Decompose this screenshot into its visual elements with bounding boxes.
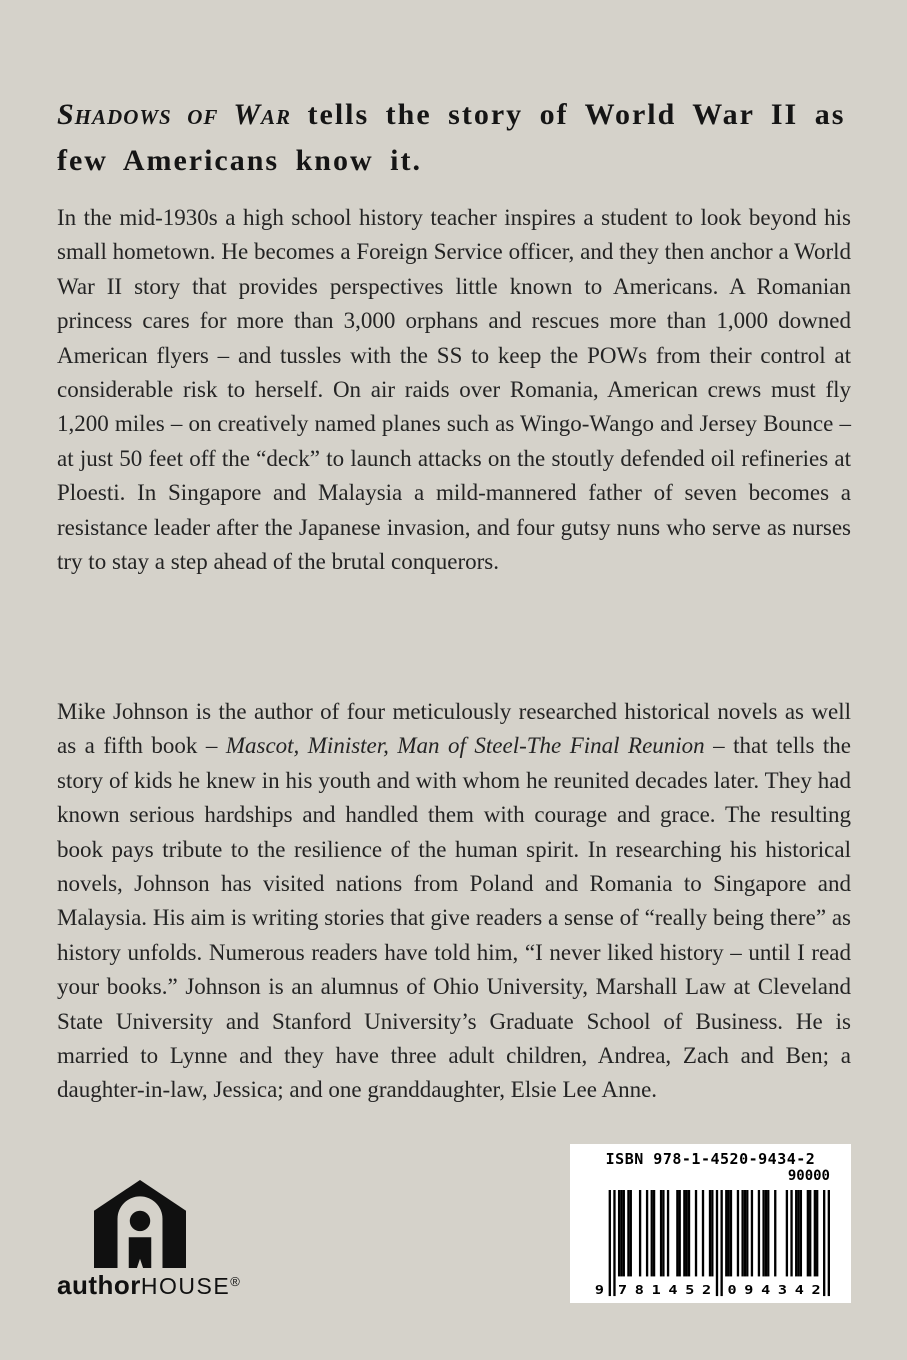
barcode-digits-left: 781452 <box>617 1283 712 1298</box>
headline-rest: tells the story of World War II as few Americans know it. <box>57 98 846 177</box>
author-bio-paragraph <box>57 695 851 1108</box>
headline-book-title: Shadows of War <box>57 98 292 131</box>
isbn-label: ISBN 978-1-4520-9434-2 <box>605 1150 816 1168</box>
barcode-digits-right: 094342 <box>727 1283 821 1298</box>
barcode-panel <box>570 1144 851 1303</box>
authorhouse-logo-icon <box>94 1180 186 1268</box>
price-code: 90000 <box>787 1168 830 1184</box>
headline <box>57 92 853 184</box>
barcode-digit-lead: 9 <box>594 1283 604 1298</box>
publisher-wordmark <box>57 1270 240 1301</box>
bio-book-title: Mascot, Minister, Man of Steel-The Final Reunion <box>225 733 705 759</box>
publisher-name-lower: author <box>57 1270 141 1300</box>
bio-text-before-title: Mike Johnson is the author of four meticulously researched historical novels as well as a fifth book – <box>57 699 851 759</box>
ean13-barcode <box>590 1190 830 1300</box>
synopsis-paragraph: In the mid-1930s a high school history teacher inspires a student to look beyond his small hometown. He becomes a Foreign Service officer, and they then anchor a World War II story that provides perspectives little known to Americans. A Romanian princess cares for more than 3,000 orphans and rescues more than 1,000 downed American flyers – and tussles with the SS to keep the POWs from their control at considerable risk to herself. On air raids over Romania, American crews must fly 1,200 miles – on creatively named planes such as Wingo-Wango and Jersey Bounce – at just 50 feet off the “deck” to launch attacks on the stoutly defended oil refineries at Ploesti. In Singapore and Malaysia a mild-mannered father of seven becomes a resistance leader after the Japanese invasion, and four gutsy nuns who serve as nurses try to stay a step ahead of the brutal conquerors. <box>57 205 851 575</box>
publisher-name-upper: HOUSE <box>140 1273 231 1299</box>
registered-trademark-icon: ® <box>230 1274 240 1289</box>
bio-text-after-title: – that tells the story of kids he knew in his youth and with whom he reunited decades later. They had known serious hardships and handled them with courage and grace. The resulting book pays tribute to the resilience of the human spirit. In researching his historical novels, Johnson has visited nations from Poland and Romania to Singapore and Malaysia. His aim is writing stories that give readers a sense of “really being there” as history unfolds. Numerous readers have told him, “I never liked history – until I read your books.” Johnson is an alumnus of Ohio University, Marshall Law at Cleveland State University and Stanford University’s Graduate School of Business. He is married to Lynne and they have three adult children, Andrea, Zach and Ben; a daughter-in-law, Jessica; and one granddaughter, Elsie Lee Anne. <box>57 733 852 1103</box>
